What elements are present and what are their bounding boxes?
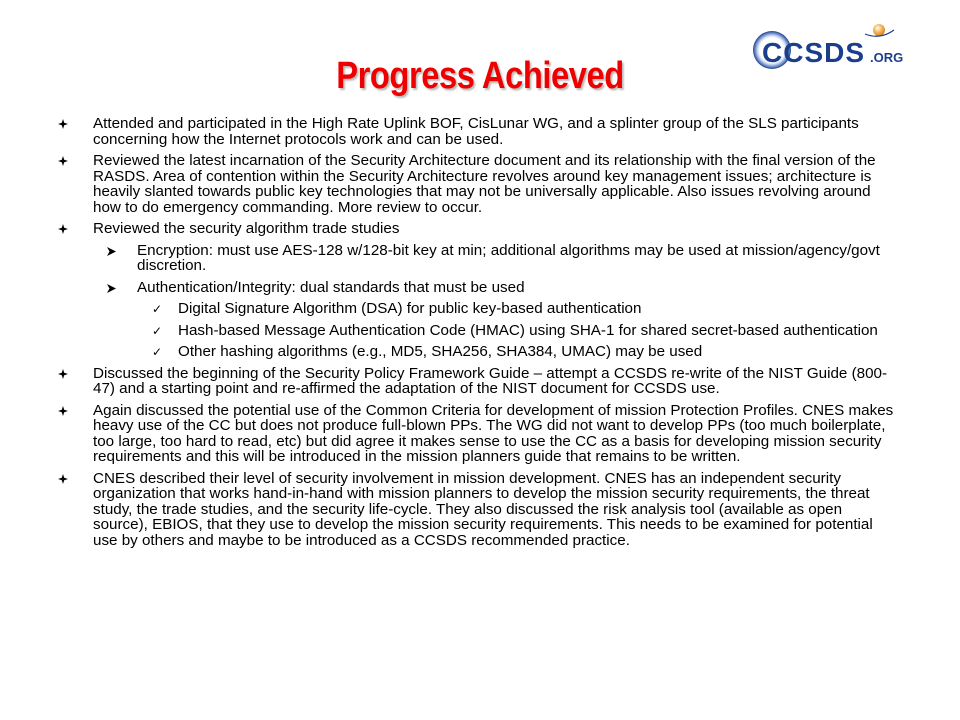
list-item-text: Discussed the beginning of the Security Policy Framework Guide – attempt a CCSDS re-write of the NIST Guide (800-47) and a starting point and re-affirmed the adaptation of the NIST document for CCSDS use.	[93, 364, 888, 397]
list-item-text: Encryption: must use AES-128 w/128-bit key at min; additional algorithms may be used at mission/agency/govt discretion.	[137, 241, 880, 274]
list-item-text: Other hashing algorithms (e.g., MD5, SHA256, SHA384, UMAC) may be used	[178, 343, 703, 360]
bullet-list	[58, 116, 898, 554]
list-item-text: Authentication/Integrity: dual standards that must be used	[137, 278, 525, 296]
diamond-bullet-icon	[58, 154, 68, 166]
arrow-bullet-icon	[107, 244, 116, 256]
list-item-text: Digital Signature Algorithm (DSA) for public key-based authentication	[178, 300, 642, 317]
logo-text-suffix: .ORG	[870, 50, 904, 65]
checkmark-bullet-icon: ✓	[152, 302, 163, 316]
diamond-bullet-icon	[58, 404, 68, 416]
logo-orb	[873, 24, 885, 36]
list-item-text: Again discussed the potential use of the Common Criteria for development of mission Protection Profiles. CNES makes heavy use of the CC but does not produce full-blown PPs. The WG did not want to develop PPs (too much boilerplate, too large, too hard to read, etc) but did agree it makes sense to use the CC as a basis for developing mission security requirements and this will be introduced in the mission planners guide that remains to be written.	[93, 401, 894, 465]
list-item	[58, 403, 898, 465]
checkmark-bullet-icon: ✓	[152, 345, 163, 359]
diamond-bullet-icon	[58, 367, 68, 379]
checkmark-bullet-icon: ✓	[152, 323, 163, 338]
list-item	[58, 471, 898, 549]
slide-title: Progress Achieved	[336, 55, 624, 97]
list-item	[58, 221, 898, 237]
diamond-bullet-icon	[58, 472, 68, 484]
ccsds-logo	[750, 20, 930, 76]
diamond-bullet-icon	[58, 222, 68, 234]
diamond-bullet-icon	[58, 117, 68, 129]
logo-text-main: CCSDS	[762, 37, 866, 68]
list-item-text: Reviewed the security algorithm trade studies	[93, 220, 400, 237]
list-item	[58, 243, 898, 274]
list-item	[58, 323, 898, 339]
list-item	[58, 153, 898, 215]
list-item	[58, 366, 898, 397]
list-item	[58, 116, 898, 147]
arrow-bullet-icon	[107, 281, 116, 293]
list-item	[58, 301, 898, 317]
list-item-text: Attended and participated in the High Rate Uplink BOF, CisLunar WG, and a splinter group of the SLS participants concerning how the Internet protocols work and can be used.	[93, 115, 859, 148]
list-item	[58, 344, 898, 360]
list-item-text: Hash-based Message Authentication Code (HMAC) using SHA-1 for shared secret-based authentication	[178, 321, 878, 339]
list-item-text: CNES described their level of security involvement in mission development. CNES has an independent security organization that works hand-in-hand with mission planners to develop the mission security requirements, the threat study, the trade studies, and the security life-cycle. They also discussed the risk analysis tool (available as open source), EBIOS, that they use to develop the mission security requirements. This needs to be examined for potential use by others and maybe to be introduced as a CCSDS recommended practice.	[93, 469, 873, 549]
list-item	[58, 280, 898, 296]
list-item-text: Reviewed the latest incarnation of the Security Architecture document and its relationship with the final version of the RASDS. Area of contention within the Security Architecture revolves around key management issues; architecture is heavily slanted towards public key technologies that may not be universally applicable. Also issues revolving around how to do emergency commanding. More review to occur.	[93, 152, 876, 216]
